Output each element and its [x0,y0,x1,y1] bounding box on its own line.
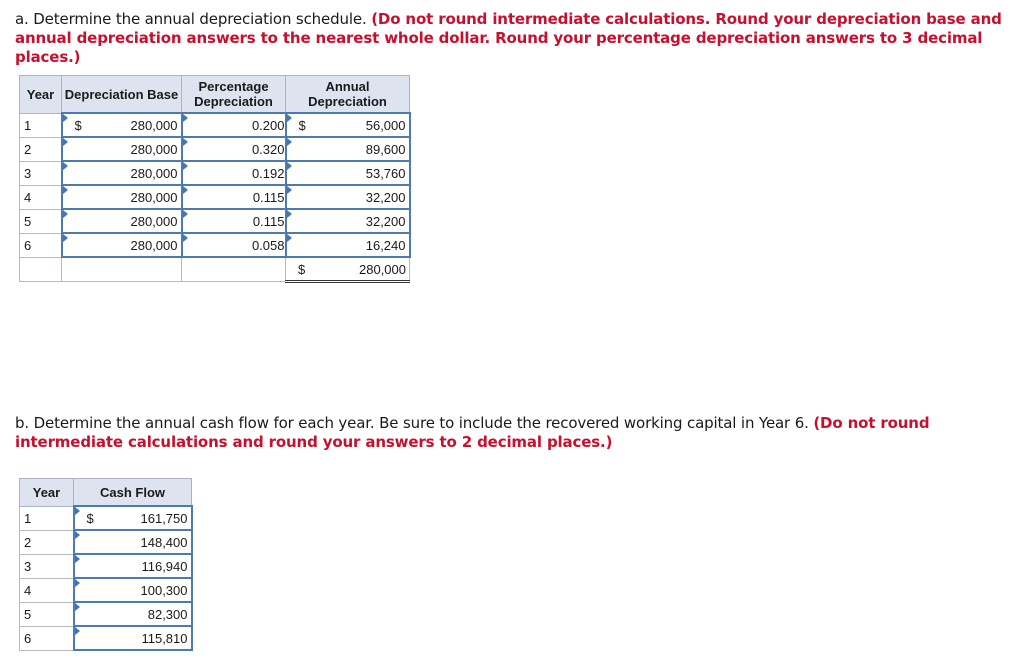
cell-content [63,142,181,157]
annual-depreciation-value: 32,200 [365,213,406,229]
part-a-note: (Do not round intermediate calculations. Round your depreciation base and annual depreciation answers to the nearest whole dollar. Round your percentage depreciation answers to 3 decimal places.) [15,10,1002,66]
dollar-sign: $ [298,117,306,133]
cash-flow-input[interactable] [74,602,192,626]
table-header-row [20,479,192,507]
annual-depreciation-value: 16,240 [365,237,406,253]
annual-depreciation-total [286,257,410,282]
cell-content [75,607,191,622]
table-row [20,233,410,257]
cash-flow-input[interactable] [74,530,192,554]
part-b-note: (Do not round intermediate calculations and round your answers to 2 decimal places.) [15,414,930,451]
depreciation-base-input[interactable] [62,209,182,233]
annual-depreciation-input[interactable] [286,233,410,257]
col-header-cash-flow: Cash Flow [74,479,192,507]
empty-cell [20,257,62,282]
annual-depreciation-input[interactable] [286,209,410,233]
cell-content [63,166,181,181]
year-cell: 2 [20,137,62,161]
cash-flow-value: 115,810 [141,630,188,646]
year-cell: 2 [20,530,74,554]
cash-flow-input[interactable] [74,506,192,530]
depreciation-base-input[interactable] [62,185,182,209]
depreciation-table-body [20,113,410,282]
cell-content [63,118,181,133]
table-row [20,554,192,578]
table-row [20,530,192,554]
cash-flow-input[interactable] [74,578,192,602]
cell-content [287,238,409,253]
cash-flow-table [19,478,193,651]
depreciation-base-input[interactable] [62,113,182,137]
year-cell: 3 [20,161,62,185]
cell-content [287,190,409,205]
depreciation-base-value: 280,000 [130,165,178,181]
annual-depreciation-input[interactable] [286,137,410,161]
depreciation-base-value: 280,000 [130,189,178,205]
table-row [20,578,192,602]
cash-flow-input[interactable] [74,626,192,650]
dollar-sign: $ [86,510,94,526]
col-header-depreciation-base: Depreciation Base [62,76,182,114]
depreciation-base-input[interactable] [62,137,182,161]
cash-flow-input[interactable] [74,554,192,578]
percentage-depreciation-input[interactable]: 0.115 [182,185,286,209]
depreciation-base-input[interactable] [62,233,182,257]
year-cell: 5 [20,602,74,626]
year-cell: 4 [20,185,62,209]
percentage-depreciation-input[interactable]: 0.115 [182,209,286,233]
annual-depreciation-input[interactable] [286,161,410,185]
col-header-year: Year [20,479,74,507]
annual-depreciation-value: 89,600 [365,141,406,157]
cash-flow-value: 161,750 [140,510,188,526]
col-header-percentage-depreciation: Percentage Depreciation [182,76,286,114]
annual-depreciation-value: 32,200 [365,189,406,205]
cell-content [75,511,191,526]
depreciation-base-input[interactable] [62,161,182,185]
cell-content [75,559,191,574]
part-b-instructions [15,414,1010,452]
year-cell: 1 [20,113,62,137]
empty-cell [62,257,182,282]
total-value: 280,000 [359,261,406,277]
cell-content [63,190,181,205]
cash-flow-value: 116,940 [141,558,188,574]
percentage-depreciation-input[interactable]: 0.320 [182,137,286,161]
year-cell: 6 [20,626,74,650]
cell-content [287,142,409,157]
col-header-annual-depreciation: Annual Depreciation [286,76,410,114]
depreciation-base-value: 280,000 [130,141,178,157]
cell-content [286,262,409,277]
cell-content [75,631,191,646]
year-cell: 5 [20,209,62,233]
depreciation-base-value: 280,000 [130,117,178,133]
depreciation-schedule-table [19,75,411,283]
empty-cell [182,257,286,282]
table-row [20,602,192,626]
cell-content [287,118,409,133]
table-row [20,185,410,209]
cell-content [287,214,409,229]
depreciation-base-value: 280,000 [130,237,178,253]
percentage-depreciation-input[interactable]: 0.058 [182,233,286,257]
year-cell: 6 [20,233,62,257]
annual-depreciation-input[interactable] [286,185,410,209]
percentage-depreciation-input[interactable]: 0.192 [182,161,286,185]
annual-depreciation-input[interactable] [286,113,410,137]
cell-content [287,166,409,181]
annual-depreciation-value: 53,760 [365,165,406,181]
cash-flow-value: 148,400 [140,534,188,550]
cell-content [63,214,181,229]
table-row [20,161,410,185]
table-row [20,626,192,650]
table-row [20,209,410,233]
cell-content [75,583,191,598]
cell-content [75,535,191,550]
percentage-depreciation-input[interactable]: 0.200 [182,113,286,137]
cash-flow-value: 82,300 [147,606,188,622]
year-cell: 1 [20,506,74,530]
col-header-year: Year [20,76,62,114]
depreciation-base-value: 280,000 [130,213,178,229]
table-header-row [20,76,410,114]
part-a-instructions [15,10,1010,67]
cash-flow-value: 100,300 [140,582,188,598]
cell-content [63,238,181,253]
table-row [20,113,410,137]
year-cell: 3 [20,554,74,578]
table-row [20,137,410,161]
total-row [20,257,410,282]
part-a-label: a. Determine the annual depreciation schedule. [15,10,367,28]
part-b-label: b. Determine the annual cash flow for each year. Be sure to include the recovered working capital in Year 6. [15,414,809,432]
dollar-sign: $ [298,261,306,277]
cash-flow-table-body [20,506,192,650]
table-row [20,506,192,530]
year-cell: 4 [20,578,74,602]
annual-depreciation-value: 56,000 [365,117,406,133]
dollar-sign: $ [74,117,82,133]
